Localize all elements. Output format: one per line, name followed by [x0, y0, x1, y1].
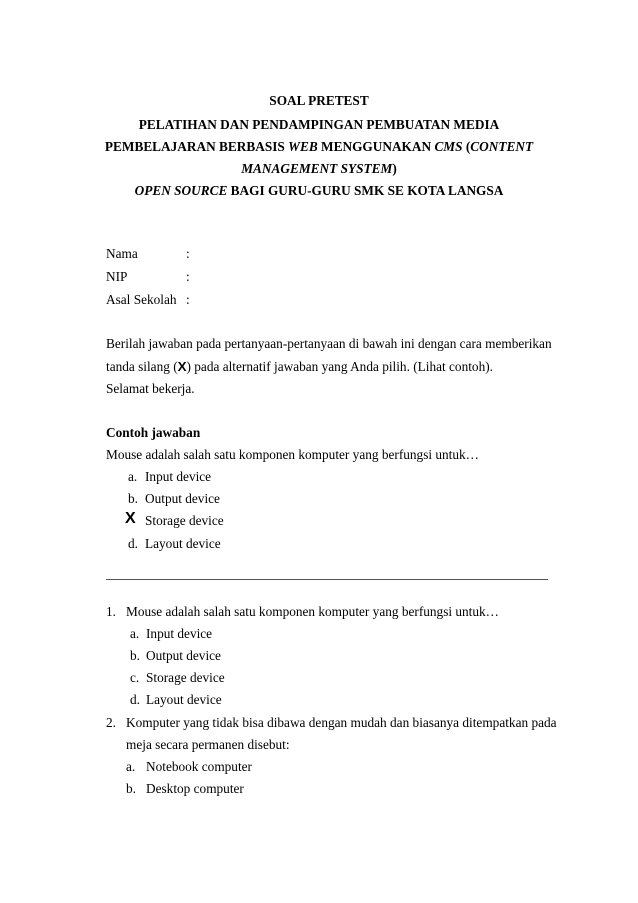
example-question: Mouse adalah salah satu komponen komputer yang berfungsi untuk… — [106, 447, 479, 462]
instruction-line-3: Selamat bekerja. — [106, 381, 195, 396]
example-option-letter: b. — [128, 491, 138, 506]
nama-colon: : — [186, 246, 190, 261]
option-letter: b. — [130, 648, 140, 663]
option-letter: a. — [126, 759, 136, 774]
option-letter: b. — [126, 781, 136, 796]
example-option-text: Storage device — [145, 513, 224, 528]
title-line-5: OPEN SOURCE BAGI GURU-GURU SMK SE KOTA LANGSA — [134, 183, 504, 198]
option-text: Output device — [146, 648, 221, 663]
question-text: Mouse adalah salah satu komponen komputer yang berfungsi untuk… — [126, 604, 499, 619]
example-option-text: Input device — [145, 469, 212, 484]
instruction-line-1: Berilah jawaban pada pertanyaan-pertanyaan di bawah ini dengan cara memberikan — [106, 336, 552, 351]
nip-label: NIP — [106, 269, 128, 284]
option-text: Desktop computer — [146, 781, 244, 796]
option-letter: c. — [130, 670, 140, 685]
example-option-letter: a. — [128, 469, 138, 484]
example-option-letter: d. — [128, 536, 138, 551]
question-number: 2. — [106, 715, 116, 730]
title-line-4: MANAGEMENT SYSTEM) — [241, 161, 397, 176]
question-text-line-2: meja secara permanen disebut: — [126, 737, 290, 752]
option-text: Layout device — [146, 692, 222, 707]
option-letter: d. — [130, 692, 140, 707]
title-line-2: PELATIHAN DAN PENDAMPINGAN PEMBUATAN MEDIA — [138, 117, 500, 132]
nip-colon: : — [186, 269, 190, 284]
example-option-text: Output device — [145, 491, 220, 506]
option-text: Input device — [146, 626, 213, 641]
doc-title: SOAL PRETEST — [269, 93, 369, 108]
option-text: Notebook computer — [146, 759, 252, 774]
question-number: 1. — [106, 604, 116, 619]
title-line-3: PEMBELAJARAN BERBASIS WEB MENGGUNAKAN CMS (CONTENT — [104, 139, 534, 154]
asal-sekolah-colon: : — [186, 292, 190, 307]
example-heading: Contoh jawaban — [106, 425, 201, 440]
asal-sekolah-label: Asal Sekolah — [106, 292, 177, 307]
cross-mark-icon: X — [125, 510, 136, 527]
example-option-text: Layout device — [145, 536, 221, 551]
separator-line — [106, 579, 548, 580]
question-text-line-1: Komputer yang tidak bisa dibawa dengan mudah dan biasanya ditempatkan pada — [126, 715, 557, 730]
nama-label: Nama — [106, 246, 138, 261]
instruction-line-2: tanda silang (X) pada alternatif jawaban yang Anda pilih. (Lihat contoh). — [106, 359, 493, 374]
option-text: Storage device — [146, 670, 225, 685]
option-letter: a. — [130, 626, 140, 641]
